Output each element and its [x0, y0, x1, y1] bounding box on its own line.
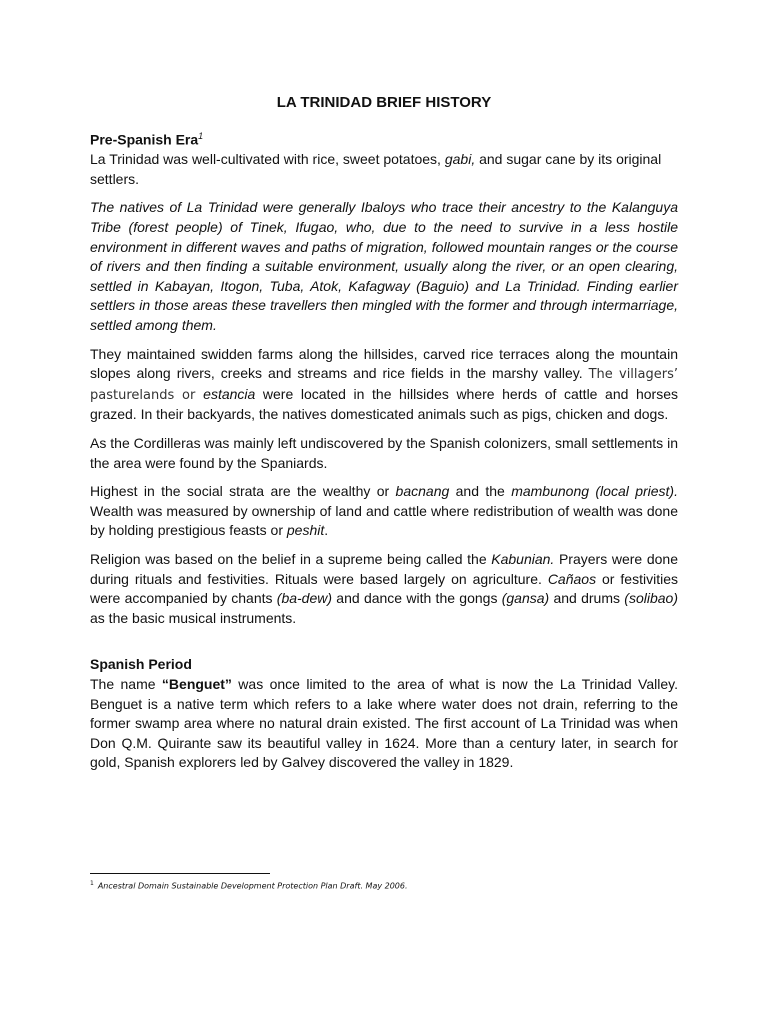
section-spanish-period: [90, 655, 678, 773]
footnote-reference: 1: [198, 131, 204, 141]
document-body: [90, 127, 678, 782]
section-pre-spanish: [90, 127, 678, 628]
paragraph-benguet: The name “Benguet” was once limited to the area of what is now the La Trinidad Valley. Benguet is a native term which refers to a lake where water does not drain, referring to the former swamp area where no natural drain existed. The first account of La Trinidad was when Don Q.M. Quirante saw its beautiful valley in 1624. More than a century later, in search for gold, Spanish explorers led by Galvey discovered the valley in 1829.: [90, 675, 678, 771]
block-quote: The natives of La Trinidad were generally Ibaloys who trace their ancestry to the Kalanguya Tribe (forest people) of Tinek, Ifugao, who, due to the need to survive in a less hostile environment in different waves and paths of migration, followed mountain ranges or the course of rivers and then finding a suitable environment, usually along the river, or an open clearing, settled in Kabayan, Itogon, Tuba, Atok, Kafagway (Baguio) and La Trinidad. Finding earlier settlers in those areas these travellers then mingled with the former and through intermarriage, settled among them.: [90, 199, 678, 333]
footnote-divider: [90, 873, 270, 874]
section-heading-pre-spanish: Pre-Spanish Era$^1$: [90, 131, 204, 148]
paragraph-social-strata: Highest in the social strata are the wealthy or bacnang and the mambunong (local priest). Wealth was measured by ownership of land and cattle where redistribution of wealth was done by holding prestigious feasts or peshit.: [90, 483, 678, 539]
footnote: $^1$ Ancestral Domain Sustainable Development Protection Plan Draft. May 2006.: [90, 880, 408, 891]
paragraph-cordilleras: As the Cordilleras was mainly left undiscovered by the Spanish colonizers, small settlements in the area were found by the Spaniards.: [90, 434, 678, 471]
section-heading-spanish-period: Spanish Period: [90, 656, 192, 673]
page-title: LA TRINIDAD BRIEF HISTORY: [276, 94, 492, 111]
paragraph-religion: Religion was based on the belief in a supreme being called the Kabunian. Prayers were done during rituals and festivities. Rituals were based largely on agriculture. Cañaos or festivities were accompanied by chants (ba-dew) and dance with the gongs (gansa) and drums (solibao) as the basic musical instruments.: [90, 550, 678, 626]
paragraph-swidden-farms: They maintained swidden farms along the hillsides, carved rice terraces along the mountain slopes along rivers, creeks and streams and rice fields in the marshy valley. The villagers’ pasturelands or estancia were located in the hillsides where herds of cattle and horses grazed. In their backyards, the natives domesticated animals such as pigs, chicken and dogs.: [90, 345, 679, 423]
intro-paragraph: La Trinidad was well-cultivated with rice, sweet potatoes, gabi, and sugar cane by its original settlers.: [90, 151, 662, 187]
